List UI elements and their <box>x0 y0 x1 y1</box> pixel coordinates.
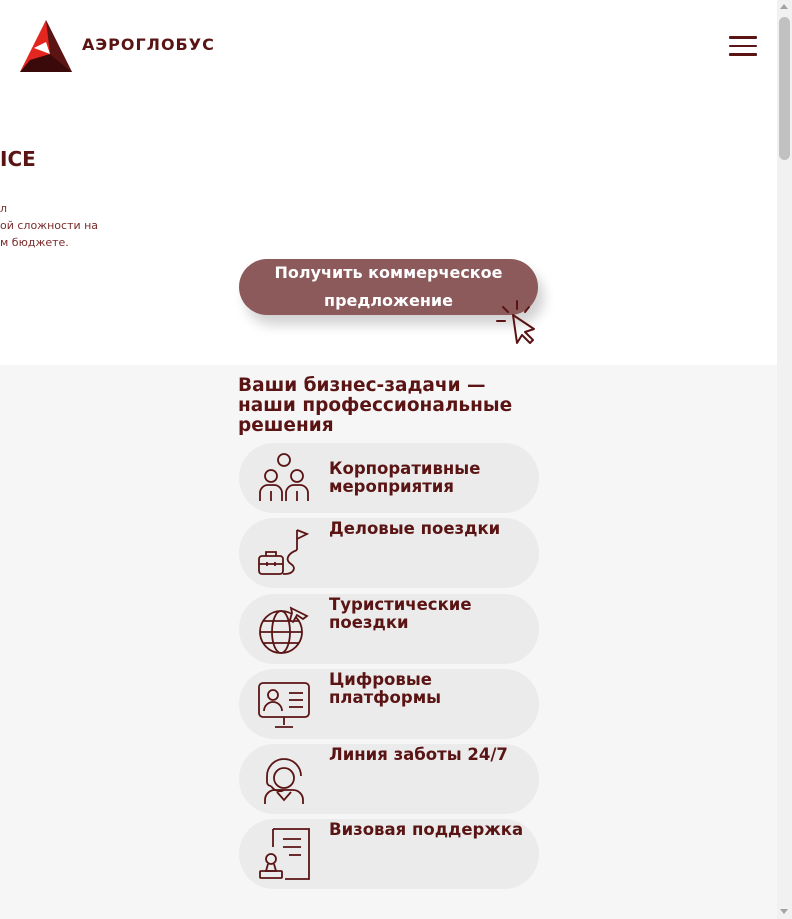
service-card-tourist-trips[interactable] <box>239 594 539 664</box>
brand-name[interactable]: АЭРОГЛОБУС <box>82 35 215 54</box>
hero-text-line: м бюджете. <box>0 236 69 249</box>
services-title: Ваши бизнес-задачи — наши профессиональные решения <box>238 375 513 436</box>
service-card-corporate-events[interactable] <box>239 443 539 513</box>
service-card-business-trips[interactable] <box>239 518 539 588</box>
briefcase-route-icon <box>257 526 311 580</box>
support-agent-icon <box>257 752 311 806</box>
service-card-label: Деловые поездки <box>329 519 501 538</box>
hero-title: ICE <box>0 147 36 171</box>
hero-text-line: ой сложности на <box>0 219 99 232</box>
scroll-down-arrow-icon[interactable] <box>780 909 788 914</box>
service-card-care-line[interactable] <box>239 744 539 814</box>
service-card-label: Цифровые платформы <box>329 670 442 707</box>
site-header <box>0 0 777 95</box>
cta-label-line2: предложение <box>324 291 453 310</box>
service-card-visa-support[interactable] <box>239 819 539 889</box>
scrollbar-thumb[interactable] <box>779 17 790 160</box>
hero-text-line: л <box>0 202 8 215</box>
hero-text <box>0 200 98 251</box>
scroll-up-arrow-icon[interactable] <box>780 4 788 9</box>
service-card-label: Корпоративные мероприятия <box>329 459 481 496</box>
visa-document-icon <box>257 827 311 881</box>
click-cursor-icon <box>495 299 539 347</box>
hamburger-menu-icon[interactable] <box>729 36 757 56</box>
monitor-profile-icon <box>257 677 311 731</box>
globe-plane-icon <box>257 602 311 656</box>
service-card-digital-platforms[interactable] <box>239 669 539 739</box>
service-card-label: Визовая поддержка <box>329 820 524 839</box>
triangle-logo-icon[interactable] <box>20 20 72 72</box>
people-group-icon <box>257 451 311 505</box>
service-card-label: Туристические поездки <box>329 595 472 632</box>
cta-label-line1: Получить коммерческое <box>274 263 503 282</box>
commercial-offer-button[interactable] <box>239 259 538 315</box>
service-card-label: Линия заботы 24/7 <box>329 745 508 764</box>
